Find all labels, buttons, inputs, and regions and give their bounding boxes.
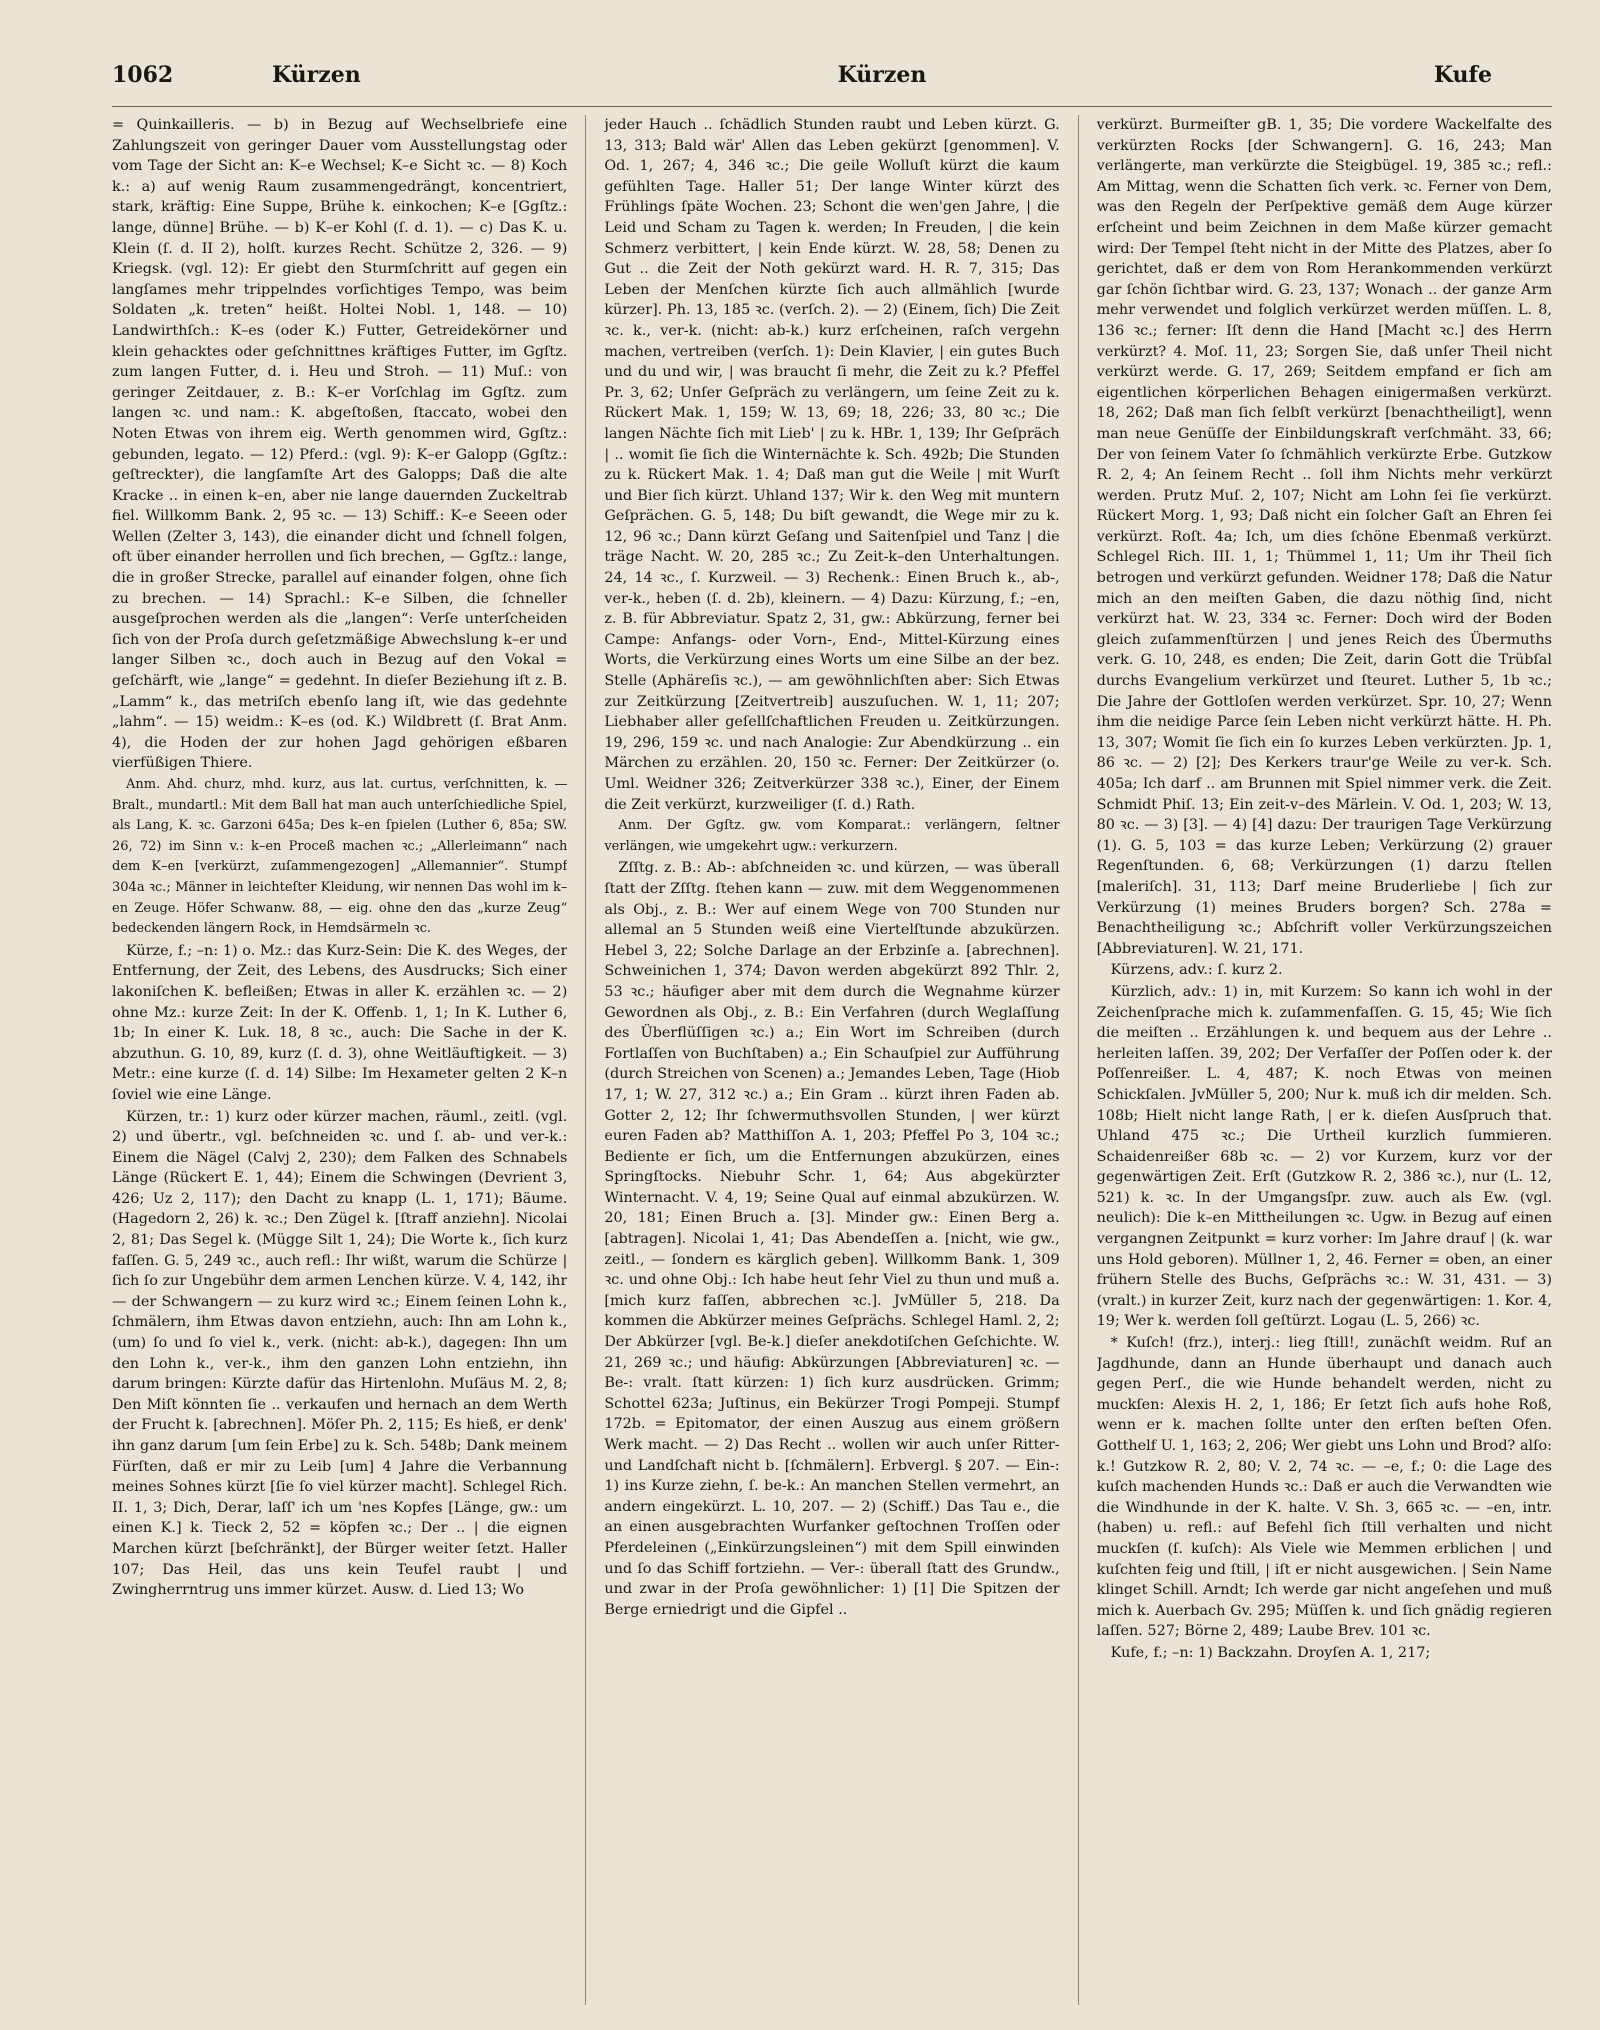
headword-right: Kufe xyxy=(1433,62,1493,88)
column-2 xyxy=(604,115,1059,2005)
column-rule-2 xyxy=(1078,115,1079,2005)
entry-verkuerzen-continued: verkürzt. Burmeiſter gB. 1, 35; Die vordere Wackelfalte des verkürzten Rocks [der Schwangern]. G. 16, 243; Man verlängerte, man verkürzte die Steigbügel. 19, 385 ꝛc.; refl.: Am Mittag, wenn die Schatten ſich verk. ꝛc. Ferner von Dem, was den Regeln der Perſpektive gemäß dem Auge kürzer erſcheint und beim Zeichnen in dem Maße kürzer gemacht wird: Der Tempel ſteht nicht in der Mitte des Platzes, aber ſo gerichtet, daß er dem von Rom Herankommenden verkürzt gar ſchön ſichtbar wird. G. 23, 137; Wonach .. der ganze Arm mehr verwendet und folglich verkürzet werden müſſen. L. 8, 136 ꝛc.; ferner: Iſt denn die Hand [Macht ꝛc.] des Herrn verkürzt? 4. Moſ. 11, 23; Sorgen Sie, daß unſer Theil nicht verkürzt werde. G. 17, 269; Seitdem empfand er ſich am eigentlichen körperlichen Behagen einigermaßen verkürzt. 18, 262; Daß man ſich ſelbſt verkürzt [benachtheiligt], wenn man neue Genüſſe der Einbildungskraft verſchmäht. 33, 66; Der von ſeinem Vater ſo ſchmählich verkürzte Erbe. Gutzkow R. 2, 4; An ſeinem Recht .. ſoll ihm Nichts mehr verkürzt werden. Prutz Muſ. 2, 107; Nicht am Lohn ſei ſie verkürzt. Rückert Morg. 1, 93; Daß nicht ein ſolcher Gaſt an Ehren ſei verkürzt. Roſt. 4a; Ich, um dies ſchöne Ebenmaß verkürzt. Schlegel Rich. III. 1, 1; Thümmel 1, 11; Um ihr Theil ſich betrogen und verkürzt gefunden. Weidner 178; Daß die Natur mich an den meiſten Gaben, die dazu nöthig ſind, nicht verkürzt hat. W. 23, 334 ꝛc. Ferner: Doch wird der Boden gleich zuſammenſtürzen | und jenes Reich des Übermuths verk. G. 10, 248, es enden; Die Zeit, darin Gott die Trübſal durchs Evangelium verkürzet und ſteuret. Luther 5, 1b ꝛc.; Die Jahre der Gottloſen werden verkürzet. Spr. 10, 27; Wenn ihm die neidige Parce ſein Leben nicht verkürzt hätte. H. Ph. 13, 307; Womit ſie ſich ein ſo kurzes Leben verkürzten. Jp. 1, 86 ꝛc. — 2) [2]; Des Kerkers traur'ge Weile zu ver-k. Sch. 405a; Ich darf .. am Brunnen mit Spiel nimmer verk. die Zeit. Schmidt Phiſ. 13; Ein zeit-v–des Märlein. V. Od. 1, 203; W. 13, 80 ꝛc. — 3) [3]. — 4) [4] dazu: Der traurigen Tage Verkürzung (1). G. 5, 103 = das kurze Leben; Verkürzung (2) grauer Regenſtunden. 6, 68; Verkürzungen (1) darzu ſtellen [maleriſch]. 31, 113; Darf meine Bruderliebe | ſich zur Verkürzung (1) meines Bruders borgen? Sch. 278a = Benachtheiligung ꝛc.; Abſchrift voller Verkürzungszeichen [Abbreviaturen]. W. 21, 171. xyxy=(1096,117,1552,957)
headword-left: Kürzen xyxy=(272,62,361,88)
running-header xyxy=(112,62,1552,107)
page-number: 1062 xyxy=(112,62,174,88)
column-rule-1 xyxy=(585,115,586,2005)
entry-kuerzen: Kürzen, tr.: 1) kurz oder kürzer machen, räuml., zeitl. (vgl. 2) und übertr., vgl. beſchneiden ꝛc. und ſ. ab- und ver-k.: Einem die Nägel (Calvj 2, 230); dem Falken des Schnabels Länge (Rückert E. 1, 44); Einem die Schwingen (Devrient 3, 426; Uz 2, 117); den Dacht zu knapp (L. 1, 171); Bäume. (Hagedorn 2, 26) k. ꝛc.; Den Zügel k. [ſtraff anziehn]. Nicolai 2, 81; Das Segel k. (Mügge Silt 1, 24); Die Worte k., ſich kurz faſſen. G. 5, 249 ꝛc., auch refl.: Ihr wißt, warum die Schürze | ſich ſo zur Ungebühr dem armen Lenchen kürze. V. 4, 142, ihr — der Schwangern — zu kurz wird ꝛc.; Einem ſeinen Lohn k., ſchmälern, ihm Etwas davon entziehn, auch: Ihn am Lohn k., (um) ſo und ſo viel k., verk. (nicht: ab-k.), dagegen: Ihn um den Lohn k., ver-k., ihm den ganzen Lohn entziehn, ihn darum bringen: Kürzte dafür das Hirtenlohn. Muſäus M. 2, 8; Den Miſt könnten ſie .. verkaufen und hernach an dem Werth der Frucht k. [abrechnen]. Möſer Ph. 2, 115; Es hieß, er denk' ihn ganz darum [um ſein Erbe] zu k. Sch. 548b; Dank meinem Fürſten, daß er mir zu Leib [um] 4 Jahre die Verbannung meines Sohnes kürzt [ſie ſo viel kürzer macht]. Schlegel Rich. II. 1, 3; Dich, Derar, laſſ' ich um 'nes Kopfes [Länge, gw.: um einen K.] k. Tieck 2, 52 = köpfen ꝛc.; Der .. | die eignen Marchen kürzt [beſchränkt], der Bürger weiter ſetzt. Haller 107; Das Heil, das uns kein Teufel raubt | und Zwingherrntrug uns immer kürzet. Ausw. d. Lied 13; Wo xyxy=(112,1108,568,1599)
entry-kuerzen-continued: jeder Hauch .. ſchädlich Stunden raubt und Leben kürzt. G. 13, 313; Bald wär' Allen das Leben gekürzt [genommen]. V. Od. 1, 267; 4, 346 ꝛc.; Die geile Wolluſt kürzt die kaum gefühlten Tage. Haller 51; Der lange Winter kürzt des Frühlings ſpäte Wochen. 23; Schont die wen'gen Jahre, | die Leid und Scham zu Tagen k. werden; In Freuden, | die kein Schmerz verbittert, | kein Ende kürzt. W. 28, 58; Denen zu Gut .. die Zeit der Noth gekürzt ward. H. R. 7, 315; Das Leben der Menſchen kürzte ſich auch allmählich [wurde kürzer]. Ph. 13, 185 ꝛc. (verſch. 2). — 2) (Einem, ſich) Die Zeit ꝛc. k., ver-k. (nicht: ab-k.) kurz erſcheinen, raſch vergehn machen, vertreiben (verſch. 1): Dein Klavier, | ein gutes Buch und du und wir, | was braucht ſi mehr, die Zeit zu k.? Pfeffel Pr. 3, 62; Unſer Geſpräch zu verlängern, um ſeine Zeit zu k. Rückert Mak. 1, 159; W. 13, 69; 18, 226; 33, 80 ꝛc.; Die langen Nächte ſich mit Lieb' | zu k. HBr. 1, 139; Ihr Geſpräch | .. womit ſie ſich die Winternächte k. Sch. 492b; Die Stunden zu k. Rückert Mak. 1. 4; Daß man gut die Weile | mit Wurſt und Bier ſich kürzt. Uhland 137; Wir k. den Weg mit muntern Geſprächen. G. 5, 148; Du biſt gewandt, die Wege mir zu k. 12, 96 ꝛc.; Dann kürzt Geſang und Saitenſpiel und Tanz | die träge Nacht. W. 20, 285 ꝛc.; Zu Zeit-k–den Unterhaltungen. 24, 14 ꝛc., ſ. Kurzweil. — 3) Rechenk.: Einen Bruch k., ab-, ver-k., heben (ſ. d. 2b), kleinern. — 4) Dazu: Kürzung, f.; –en, z. B. für Abbreviatur. Spatz 2, 31, gw.: Abkürzung, ferner bei Campe: Anfangs- oder Vorn-, End-, Mittel-Kürzung eines Worts, die Verkürzung eines Worts um eine Silbe an der bez. Stelle (Aphäreſis ꝛc.), — am gewöhnlichſten aber: Sich Etwas zur Zeitkürzung [Zeitvertreib] auszuſuchen. W. 1, 11; 207; Liebhaber aller geſellſchaftlichen Freuden u. Zeitkürzungen. 19, 296, 159 ꝛc. und nach Analogie: Zur Abendkürzung .. ein Märchen zu erzählen. 20, 150 ꝛc. Ferner: Der Zeitkürzer (o. Uml. Weidner 326; Zeitverkürzer 338 ꝛc.), Einer, der Einem die Zeit verkürzt, kurzweiliger (ſ. d.) Rath. xyxy=(604,117,1060,813)
entry-kuerze: Kürze, f.; –n: 1) o. Mz.: das Kurz-Sein: Die K. des Weges, der Entfernung, der Zeit, des Lebens, des Ausdrucks; Sich einer lakoniſchen K. befleißen; Etwas in aller K. erzählen ꝛc. — 2) ohne Mz.: kurze Zeit: In der K. Offenb. 1, 1; In K. Luther 6, 1b; In einer K. Luk. 18, 8 ꝛc., auch: Die Sache in der K. abzuthun. G. 10, 89, kurz (ſ. d. 3), ohne Weitläuftigkeit. — 3) Metr.: eine kurze (ſ. d. 14) Silbe: Im Hexameter gelten 2 K–n ſoviel wie eine Länge. xyxy=(112,942,568,1103)
column-3 xyxy=(1097,115,1552,2005)
entry-kuerzlich: Kürzlich, adv.: 1) in, mit Kurzem: So kann ich wohl in der Zeichenſprache mich k. zuſammenfaſſen. G. 15, 45; Wie ſich die meiſten .. Erzählungen k. und bequem aus der Lehre .. herleiten laſſen. 39, 202; Der Verfaſſer der Poſſen oder k. der Poſſenreißer. L. 4, 487; K. noch Etwas von meinen Schickſalen. JvMüller 5, 200; Nur k. muß ich dir melden. Sch. 108b; Hielt nicht lange Rath, | er k. dieſen Ausſpruch that. Uhland 475 ꝛc.; Die Urtheil kurzlich ſummieren. Schaidenreißer 68b ꝛc. — 2) vor Kurzem, kurz vor der gegenwärtigen Zeit. Erſt (Gutzkow R. 2, 386 ꝛc.), nur (L. 12, 521) k. ꝛc. In der Umgangsſpr. zuw. auch als Ew. (vgl. neulich): Die k–en Mittheilungen ꝛc. Ugw. in Bezug auf einen vergangnen Zeitpunkt = kurz vorher: Im Jahre drauf | (k. war uns Hold geboren). Müllner 1, 2, 46. Ferner = oben, an einer frühern Stelle des Buchs, Geſprächs ꝛc.: W. 31, 431. — 3) (vralt.) in kurzer Zeit, kurz nach der gegenwärtigen: 1. Kor. 4, 19; Wer k. werden ſoll geſtürzt. Logau (L. 5, 266) ꝛc. xyxy=(1096,983,1552,1330)
entry-kusch: * Kuſch! (frz.), interj.: lieg ſtill!, zunächſt weidm. Ruf an Jagdhunde, dann an Hunde überhaupt und danach auch gegen Perſ., die wie Hunde behandelt werden, nicht zu muckſen: Alexis H. 2, 1, 186; Er ſetzt ſich aufs hohe Roß, wenn er k. machen ſollte unter den erſten beſten Ofen. Gotthelf U. 1, 163; 2, 206; Wer giebt uns Lohn und Brod? alſo: k.! Gutzkow R. 2, 80; V. 2, 74 ꝛc. — –e, f.; 0: die Lage des kuſch machenden Hunds ꝛc.: Daß er auch die Verwandten wie die Windhunde in der K. halte. V. Sh. 3, 665 ꝛc. — –en, intr. (haben) u. refl.: auf Befehl ſich ſtill verhalten und nicht muckſen (ſ. kuſch): Als Viele wie Memmen erblichen | und kuſchten feig und ſtill, | iſt er nicht ausgewichen. | Sein Name klinget Schill. Arndt; Ich werde gar nicht angeſehen und muß mich k. Auerbach Gv. 295; Müſſen k. und ſich gnädig regieren laſſen. 527; Börne 2, 489; Laube Brev. 101 ꝛc. xyxy=(1096,1335,1552,1640)
entry-kuerzens: Kürzens, adv.: ſ. kurz 2. xyxy=(1110,962,1283,979)
entry-kufe: Kufe, f.; –n: 1) Backzahn. Droyſen A. 1, 217; xyxy=(1110,1644,1431,1661)
entry-kuerzen-compounds: Zſſtg. z. B.: Ab-: abſchneiden ꝛc. und kürzen, — was überall ſtatt der Zſſtg. ſtehen kann — zuw. mit dem Weggenommenen als Obj., z. B.: Wer auf einem Wege von 700 Stunden nur allemal an 5 Stunden weiß eine Viertelſtunde abzukürzen. Hebel 3, 22; Solche Darlage an der Erbzinſe a. [abrechnen]. Schweinichen 1, 374; Davon werden abgekürzt 892 Thlr. 2, 53 ꝛc.; häufiger aber mit dem durch die Wegnahme kürzer Gewordnen als Obj., z. B.: Ein Verfahren (durch Weglaſſung des Überflüſſigen ꝛc.) a.; Ein Wort im Schreiben (durch Fortlaſſen von Buchſtaben) a.; Ein Schauſpiel zur Aufführung (durch Streichen von Scenen) a.; Jemandes Leben, Tage (Hiob 17, 1; W. 27, 312 ꝛc.) a.; Ein Gram .. kürzt ihren Faden ab. Gotter 2, 12; Ihr ſchwermuthsvollen Stunden, | wer kürzt euren Faden ab? Matthiſſon A. 1, 203; Pfeffel Po 3, 104 ꝛc.; Bediente er ſich, um die Entfernungen abzukürzen, eines Springſtocks. Niebuhr Schr. 1, 64; Aus abgekürzter Winternacht. V. 4, 19; Seine Qual auf einmal abzukürzen. W. 20, 181; Einen Bruch a. [3]. Minder gw.: Einen Berg a. [abtragen]. Nicolai 1, 41; Das Abendeſſen a. [nicht, wie gw., zeitl., — ſondern es kärglich geben]. Willkomm Bank. 1, 309 ꝛc. und ohne Obj.: Ich habe heut ſehr Viel zu thun und muß a. [mich kurz faſſen, abbrechen ꝛc.]. JvMüller 5, 218. Da kommen die Abkürzer meines Geſprächs. Schlegel Haml. 2, 2; Der Abkürzer [vgl. Be-k.] dieſer anekdotiſchen Geſchichte. W. 21, 269 ꝛc.; und häufig: Abkürzungen [Abbreviaturen] ꝛc. — Be-: vralt. ſtatt kürzen: 1) ſich kurz ausdrücken. Grimm; Schottel 623a; Juſtinus, ein Bekürzer Trogi Pompeji. Stumpf 172b. = Epitomator, der einen Auszug aus einem größern Werk macht. — 2) Das Recht .. wollen wir auch unſer Ritter- und Landſchaft nicht b. [ſchmälern]. Erbvergl. § 207. — Ein-: 1) ins Kurze ziehn, ſ. be-k.: An manchen Stellen vermehrt, an andern eingekürzt. L. 10, 207. — 2) (Schiff.) Das Tau e., die an einen ausgebrachten Wurfanker geſtochnen Troſſen oder Pferdeleinen („Einkürzungsleinen“) mit dem Spill einwinden und ſo das Schiff fortziehn. — Ver-: überall ſtatt des Grundw., und zwar in der Proſa gewöhnlicher: 1) [1] Die Spitzen der Berge erniedrigt und die Gipfel .. xyxy=(604,860,1060,1618)
text-columns xyxy=(112,115,1552,2005)
headword-center: Kürzen xyxy=(837,62,927,88)
column-1 xyxy=(112,115,567,2005)
note-anm-kuerzen: Anm. Der Ggſtz. gw. vom Komparat.: verlängern, ſeltner verlängen, wie umgekehrt ugw.: verkurzern. xyxy=(604,818,1060,854)
note-anm-kurz: Anm. Ahd. churz, mhd. kurz, aus lat. curtus, verſchnitten, k. — Bralt., mundartl.: Mit dem Ball hat man auch unterſchiedliche Spiel, als Lang, K. ꝛc. Garzoni 645a; Des k–en ſpielen (Luther 6, 85a; SW. 26, 72) im Sinn v.: k–en Proceß machen ꝛc.; „Allerleimann“ nach dem K–en [verkürzt, zuſammengezogen] „Allemannier“. Stumpf 304a ꝛc.; Männer in leichteſter Kleidung, wir nennen Das wohl im k–en Zeuge. Höfer Schwanw. 88, — eig. ohne den das „kurze Zeug“ bedeckenden längern Rock, in Hemdsärmeln ꝛc. xyxy=(112,777,568,937)
entry-kurz-continued: = Quinkailleris. — b) in Bezug auf Wechselbriefe eine Zahlungszeit von geringer Dauer vom Ausstellungstag oder vom Tage der Sicht an: K–e Wechsel; K–e Sicht ꝛc. — 8) Koch k.: a) auf wenig Raum zusammengedrängt, koncentriert, stark, kräftig: Eine Suppe, Brühe k. einkochen; K–e [Ggſtz.: lange, dünne] Brühe. — b) K–er Kohl (ſ. d. 1). — c) Das K. u. Klein (ſ. d. II 2), holſt. kurzes Recht. Schütze 2, 326. — 9) Kriegsk. (vgl. 12): Er giebt den Sturmſchritt auf gegen ein langſames mehr trippelndes vorſichtiges Tempo, was beim Soldaten „k. treten“ heißt. Holtei Nobl. 1, 148. — 10) Landwirthſch.: K–es (oder K.) Futter, Getreidekörner und klein gehacktes oder geſchnittnes kräftiges Futter, im Ggſtz. zum langen Futter, d. i. Heu und Stroh. — 11) Muſ.: von geringer Zeitdauer, z. B.: K–er Vorſchlag im Ggſtz. zum langen ꝛc. und nam.: K. abgeſtoßen, ſtaccato, wobei den Noten Etwas von ihrem eig. Werth genommen wird, Ggſtz.: gebunden, legato. — 12) Pferd.: (vgl. 9): K–er Galopp (Ggſtz.: geſtreckter), die langſamſte Art des Galopps; Daß die alte Kracke .. in einen k–en, aber nie lange dauernden Zuckeltrab fiel. Willkomm Bank. 2, 95 ꝛc. — 13) Schiff.: K–e Seeen oder Wellen (Zelter 3, 143), die einander dicht und ſchnell folgen, oft über einander herrollen und ſich brechen, — Ggſtz.: lange, die in großer Strecke, parallel auf einander folgen, ohne ſich zu brechen. — 14) Sprachl.: K–e Silben, die ſchneller ausgeſprochen werden als die „langen“: Verſe unterſcheiden ſich von der Proſa durch geſetzmäßige Abwechslung k–er und langer Silben ꝛc., doch auch in Bezug auf den Vokal = geſchärft, wie „lange“ = gedehnt. In dieſer Beziehung iſt z. B. „Lamm“ k., das metriſch ebenſo lang iſt, wie das gedehnte „lahm“. — 15) weidm.: K–es (od. K.) Wildbrett (ſ. Brat Anm. 4), die Hoden der zur hohen Jagd gehörigen eßbaren vierfüßigen Thiere. xyxy=(112,117,568,772)
